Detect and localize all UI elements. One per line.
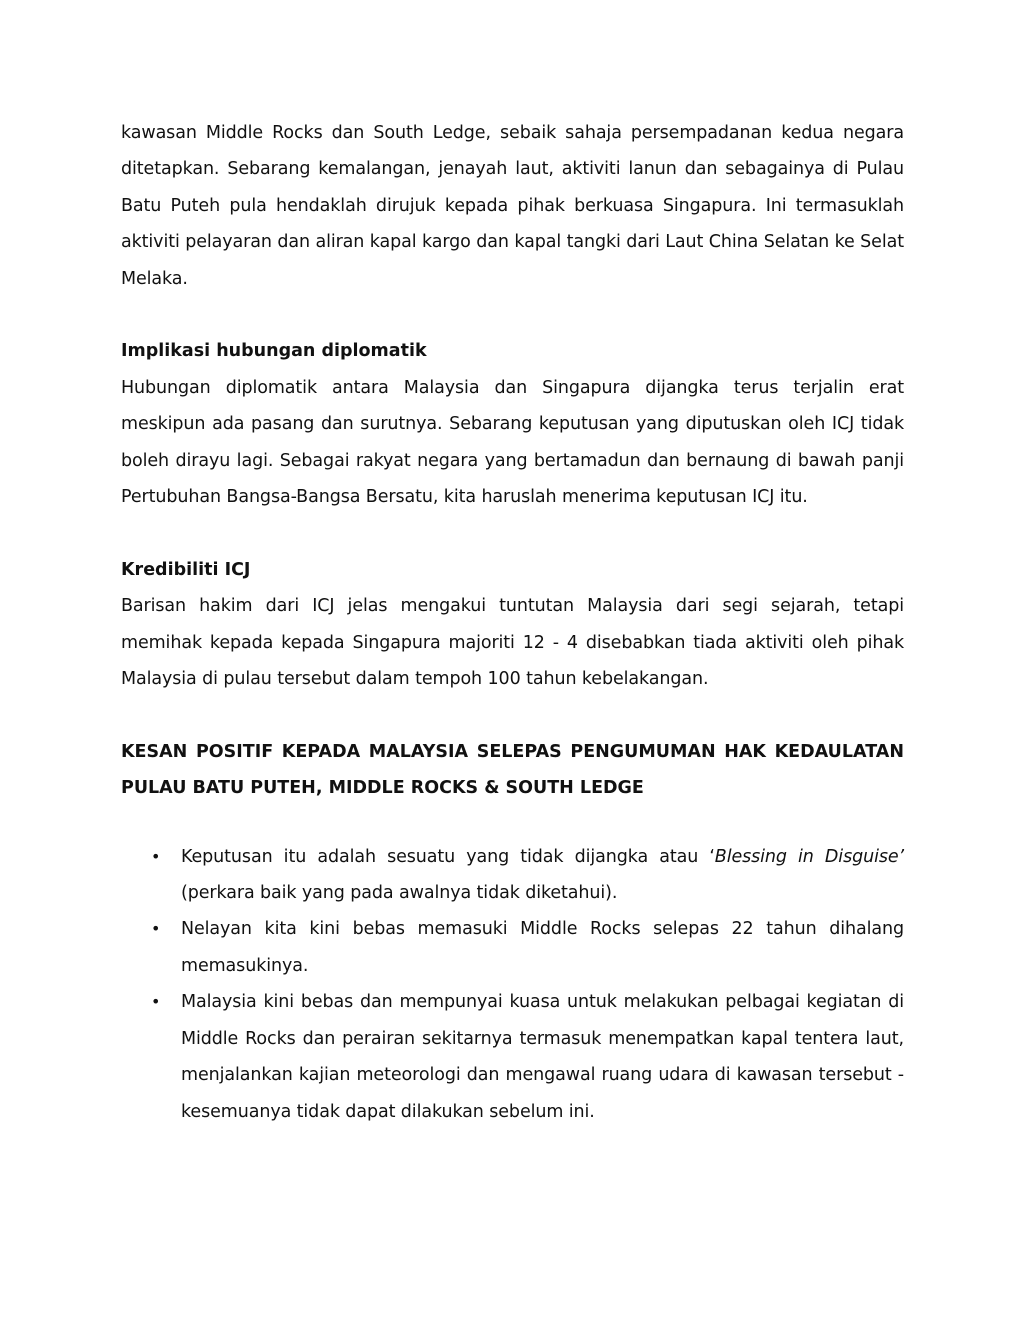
document-page <box>121 115 904 1130</box>
list-item <box>121 839 904 912</box>
list-item-text-tail: (perkara baik yang pada awalnya tidak diketahui). <box>181 883 618 904</box>
bullet-icon: • <box>151 992 161 1012</box>
section-heading-diplomatik: Implikasi hubungan diplomatik <box>121 341 427 362</box>
bullet-icon: • <box>151 846 161 866</box>
section-body-kredibiliti: Barisan hakim dari ICJ jelas mengakui tuntutan Malaysia dari segi sejarah, tetapi memihak kepada kepada Singapura majoriti 12 - 4 disebabkan tiada aktiviti oleh pihak Malaysia di pulau tersebut dalam tempoh 100 tahun kebelakangan. <box>121 596 904 690</box>
list-item-text: Keputusan itu adalah sesuatu yang tidak dijangka atau ‘ <box>181 846 715 867</box>
section-body-diplomatik: Hubungan diplomatik antara Malaysia dan Singapura dijangka terus terjalin erat meskipun ada pasang dan surutnya. Sebarang keputusan yang diputuskan oleh ICJ tidak boleh dirayu lagi. Sebagai rakyat negara yang bertamadun dan bernaung di bawah panji Pertubuhan Bangsa-Bangsa Bersatu, kita haruslah menerima keputusan ICJ itu. <box>121 377 904 508</box>
spacer <box>121 807 904 839</box>
list-item-text: Nelayan kita kini bebas memasuki Middle Rocks selepas 22 tahun dihalang memasukinya. <box>181 919 904 976</box>
spacer <box>121 297 904 333</box>
list-item <box>121 984 904 1130</box>
list-item-italic-text: Blessing in Disguise’ <box>714 846 904 867</box>
list-item-text: Malaysia kini bebas dan mempunyai kuasa untuk melakukan pelbagai kegiatan di Middle Rocks dan perairan sekitarnya termasuk menempatkan kapal tentera laut, menjalankan kajian meteorologi dan mengawal ruang udara di kawasan tersebut - kesemuanya tidak dapat dilakukan sebelum ini. <box>181 992 904 1122</box>
spacer <box>121 515 904 551</box>
section-heading-kesan: KESAN POSITIF KEPADA MALAYSIA SELEPAS PENGUMUMAN HAK KEDAULATAN PULAU BATU PUTEH, MIDDLE ROCKS & SOUTH LEDGE <box>121 741 904 799</box>
list-item <box>121 911 904 984</box>
bullet-list <box>121 839 904 1130</box>
section-heading-kredibiliti: Kredibiliti ICJ <box>121 559 251 580</box>
bullet-icon: • <box>151 919 161 939</box>
intro-paragraph: kawasan Middle Rocks dan South Ledge, sebaik sahaja persempadanan kedua negara ditetapkan. Sebarang kemalangan, jenayah laut, aktiviti lanun dan sebagainya di Pulau Batu Puteh pula hendaklah dirujuk kepada pihak berkuasa Singapura. Ini termasuklah aktiviti pelayaran dan aliran kapal kargo dan kapal tangki dari Laut China Selatan ke Selat Melaka. <box>121 123 904 289</box>
spacer <box>121 697 904 733</box>
